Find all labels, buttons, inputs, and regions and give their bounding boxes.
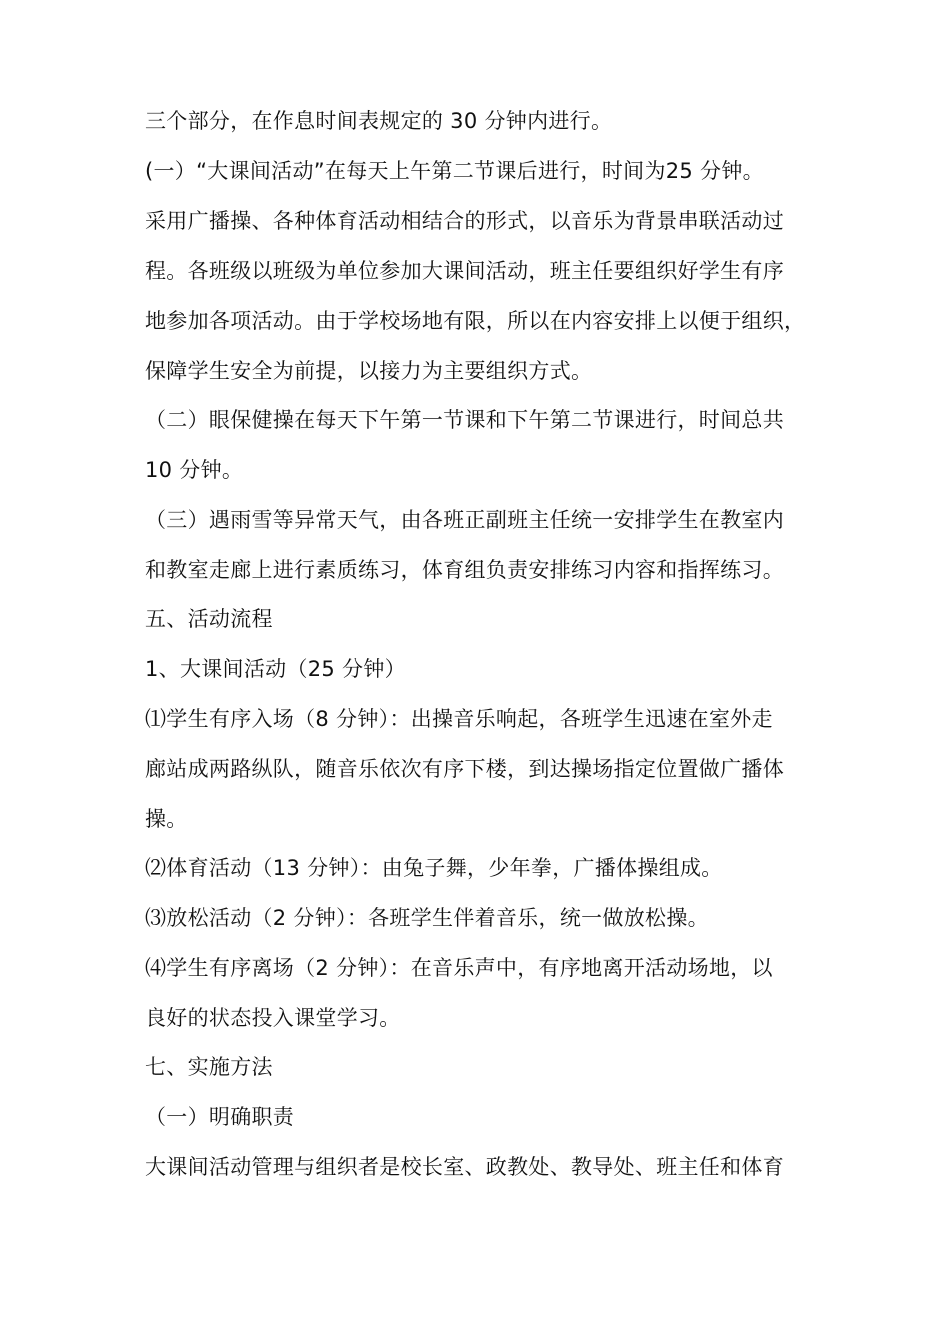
text-line: （二）眼保健操在每天下午第一节课和下午第二节课进行，时间总共 [145, 408, 784, 432]
text-line: 和教室走廊上进行素质练习，体育组负责安排练习内容和指挥练习。 [145, 558, 784, 582]
text-line: 三个部分，在作息时间表规定的 30 分钟内进行。 [145, 109, 613, 133]
text-line: ⑴学生有序入场（8 分钟）：出操音乐响起，各班学生迅速在室外走 [145, 707, 773, 731]
text-line: ⑵体育活动（13 分钟）：由兔子舞，少年拳，广播体操组成。 [145, 856, 723, 880]
section-heading: 五、活动流程 [145, 607, 273, 631]
text-line: 廊站成两路纵队，随音乐依次有序下楼，到达操场指定位置做广播体 [145, 757, 784, 781]
text-line: 大课间活动管理与组织者是校长室、政教处、教导处、班主任和体育 [145, 1155, 784, 1179]
text-line: (一）“大课间活动”在每天上午第二节课后进行，时间为25 分钟。 [145, 159, 764, 183]
section-heading: 七、实施方法 [145, 1055, 273, 1079]
text-line: 地参加各项活动。由于学校场地有限，所以在内容安排上以便于组织， [145, 309, 806, 333]
text-line: （三）遇雨雪等异常天气，由各班正副班主任统一安排学生在教室内 [145, 508, 784, 532]
subsection-heading: （一）明确职责 [145, 1105, 295, 1129]
text-line: 10 分钟。 [145, 458, 244, 482]
subsection-heading: 1、大课间活动（25 分钟） [145, 657, 406, 681]
text-line: 采用广播操、各种体育活动相结合的形式，以音乐为背景串联活动过 [145, 209, 784, 233]
text-line: ⑶放松活动（2 分钟）：各班学生伴着音乐，统一做放松操。 [145, 906, 709, 930]
text-line: 操。 [145, 807, 188, 831]
text-line: ⑷学生有序离场（2 分钟）：在音乐声中，有序地离开活动场地，以 [145, 956, 773, 980]
text-line: 良好的状态投入课堂学习。 [145, 1006, 401, 1030]
text-line: 程。各班级以班级为单位参加大课间活动，班主任要组织好学生有序 [145, 259, 784, 283]
text-line: 保障学生安全为前提，以接力为主要组织方式。 [145, 359, 593, 383]
